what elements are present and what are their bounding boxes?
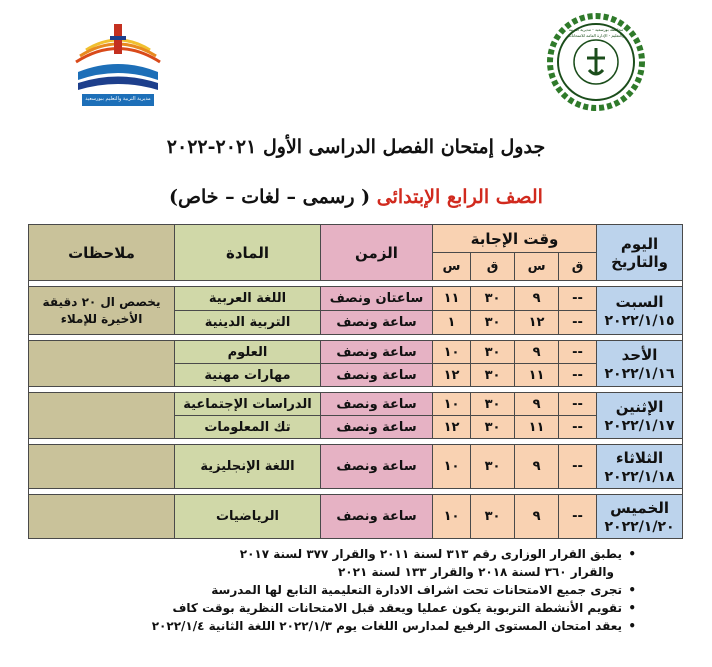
- subject: تك المعلومات: [175, 416, 321, 439]
- list-item: • تجرى جميع الامتحانات تحت اشراف الادارة التعليمية التابع لها المدرسة: [36, 581, 636, 599]
- day-date: ٢٠٢٢/١/١٥: [604, 312, 675, 329]
- subject: الرياضيات: [175, 495, 321, 539]
- start-hour: ٩: [515, 341, 559, 364]
- subject: العلوم: [175, 341, 321, 364]
- day-cell: [597, 287, 683, 335]
- duration: ساعة ونصف: [321, 393, 433, 416]
- subject: مهارات مهنية: [175, 364, 321, 387]
- list-item: • يطبق القرار الوزارى رقم ٣١٣ لسنة ٢٠١١ والقرار ٣٧٧ لسنة ٢٠١٧: [36, 545, 636, 563]
- note: [29, 393, 175, 439]
- note: [29, 495, 175, 539]
- note: يخصص ال ٢٠ دقيقة الأخيرة للإملاء: [29, 287, 175, 335]
- start-minute: --: [559, 416, 597, 439]
- end-hour: ١٠: [433, 341, 471, 364]
- start-minute: --: [559, 445, 597, 489]
- start-hour: ٩: [515, 287, 559, 311]
- end-minute: ٣٠: [471, 393, 515, 416]
- end-hour: ١٢: [433, 416, 471, 439]
- header-day-date: اليوم والتاريخ: [597, 225, 683, 281]
- table-row: [29, 393, 683, 416]
- end-hour: ١٠: [433, 495, 471, 539]
- day-name: الأحد: [621, 345, 658, 364]
- end-hour: ١١: [433, 287, 471, 311]
- end-hour: ١٢: [433, 364, 471, 387]
- day-name: السبت: [615, 292, 664, 311]
- start-hour: ١٢: [515, 311, 559, 335]
- duration: ساعة ونصف: [321, 311, 433, 335]
- duration: ساعة ونصف: [321, 364, 433, 387]
- grade-label: الصف الرابع الإبتدائى: [376, 186, 543, 208]
- table-row: [29, 341, 683, 364]
- day-cell: [597, 445, 683, 489]
- duration: ساعة ونصف: [321, 341, 433, 364]
- subject: الدراسات الإجتماعية: [175, 393, 321, 416]
- start-minute: --: [559, 393, 597, 416]
- start-hour: ١١: [515, 416, 559, 439]
- start-minute: --: [559, 287, 597, 311]
- start-minute: --: [559, 364, 597, 387]
- end-minute: ٣٠: [471, 364, 515, 387]
- governorate-seal-logo: [547, 12, 645, 112]
- list-item: والقرار ٣٦٠ لسنة ٢٠١٨ والقرار ١٣٣ لسنة ٢٠٢١: [337, 565, 614, 579]
- duration: ساعتان ونصف: [321, 287, 433, 311]
- directorate-logo: [68, 10, 168, 115]
- table-row: [29, 495, 683, 539]
- start-minute: --: [559, 341, 597, 364]
- start-minute: --: [559, 495, 597, 539]
- end-minute: ٣٠: [471, 495, 515, 539]
- exam-schedule-table: [28, 224, 682, 539]
- day-cell: [597, 495, 683, 539]
- day-name: الإثنين: [615, 397, 664, 416]
- end-hour: ١٠: [433, 393, 471, 416]
- subject: اللغة الإنجليزية: [175, 445, 321, 489]
- end-minute: ٣٠: [471, 341, 515, 364]
- header-subject: المادة: [175, 225, 321, 281]
- end-hour: ١: [433, 311, 471, 335]
- day-cell: [597, 393, 683, 439]
- start-hour: ٩: [515, 495, 559, 539]
- start-hour: ١١: [515, 364, 559, 387]
- start-hour: ٩: [515, 393, 559, 416]
- header-from-hour: س: [515, 253, 559, 281]
- table-row: [29, 445, 683, 489]
- page-subtitle: [0, 186, 712, 208]
- governorate-seal-text: محافظة بورسعيد - مديرية التربية والتعليم - الإدارة العامة للامتحانات: [567, 27, 625, 38]
- list-item: • تقويم الأنشطة التربوية يكون عمليا ويعقد قبل الامتحانات النظرية بوقت كاف: [36, 599, 636, 617]
- note: [29, 341, 175, 387]
- subject: التربية الدينية: [175, 311, 321, 335]
- header-to-hour: س: [433, 253, 471, 281]
- note: [29, 445, 175, 489]
- day-date: ٢٠٢٢/١/١٨: [604, 468, 675, 485]
- day-name: الخميس: [610, 498, 670, 517]
- directorate-logo-text: مديرية التربية والتعليم ببورسعيد: [85, 96, 151, 102]
- header-to-minute: ق: [471, 253, 515, 281]
- day-date: ٢٠٢٢/١/١٧: [604, 417, 675, 434]
- school-types-label: ( رسمى – لغات – خاص): [169, 186, 371, 208]
- header-notes: ملاحظات: [29, 225, 175, 281]
- end-minute: ٣٠: [471, 311, 515, 335]
- table-row: [29, 287, 683, 311]
- end-hour: ١٠: [433, 445, 471, 489]
- page-title: جدول إمتحان الفصل الدراسى الأول ٢٠٢١-٢٠٢٢: [166, 136, 546, 158]
- subject: اللغة العربية: [175, 287, 321, 311]
- header-answer-time: وقت الإجابة: [433, 225, 597, 253]
- start-hour: ٩: [515, 445, 559, 489]
- notes-list: [36, 545, 636, 635]
- day-cell: [597, 341, 683, 387]
- end-minute: ٣٠: [471, 416, 515, 439]
- header-duration: الزمن: [321, 225, 433, 281]
- day-date: ٢٠٢٢/١/١٦: [604, 365, 675, 382]
- start-minute: --: [559, 311, 597, 335]
- day-name: الثلاثاء: [615, 448, 664, 467]
- list-item: • يعقد امتحان المستوى الرفيع لمدارس اللغات يوم ٢٠٢٢/١/٣ اللغة الثانية ٢٠٢٢/١/٤: [36, 617, 636, 635]
- end-minute: ٣٠: [471, 287, 515, 311]
- duration: ساعة ونصف: [321, 495, 433, 539]
- day-date: ٢٠٢٢/١/٢٠: [604, 518, 675, 535]
- header-from-minute: ق: [559, 253, 597, 281]
- duration: ساعة ونصف: [321, 416, 433, 439]
- duration: ساعة ونصف: [321, 445, 433, 489]
- end-minute: ٣٠: [471, 445, 515, 489]
